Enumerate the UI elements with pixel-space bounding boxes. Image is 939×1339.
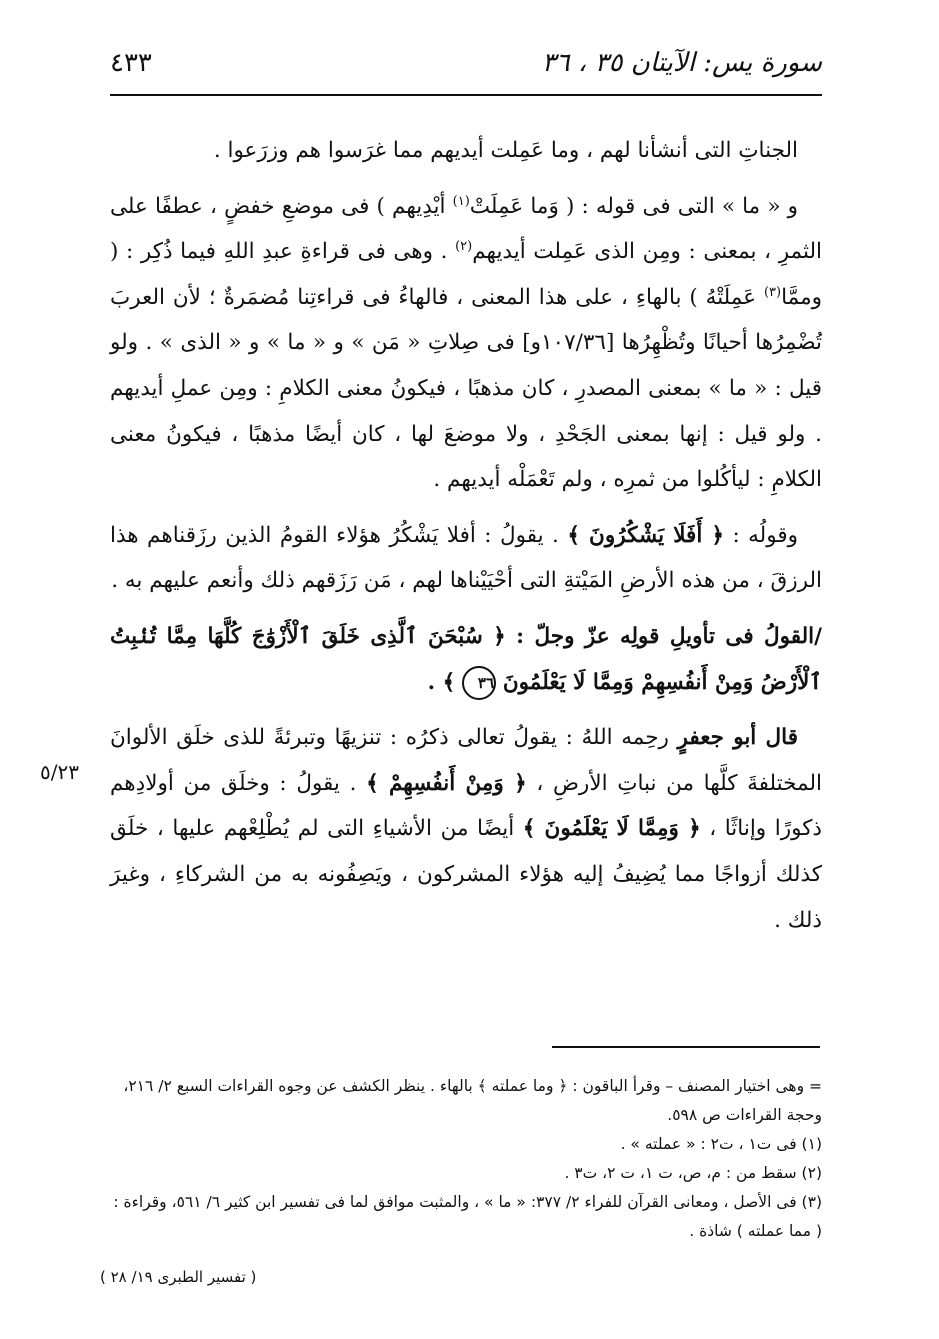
footnote-2: (٢) سقط من : م، ص، ت ١، ت ٢، ت٣ . bbox=[564, 1164, 822, 1182]
margin-reference: ٥/٢٣ bbox=[40, 760, 79, 784]
section-heading bbox=[110, 614, 822, 705]
footnote-3: (٣) فى الأصل ، ومعانى القرآن للفراء ٢/ ٣٧٧: « ما » ، والمثبت موافق لما فى تفسير ابن كثير ٦/ ٥٦١، وقراءة : ( مما عملته ) شاذة . bbox=[113, 1193, 822, 1240]
footnote-rule bbox=[552, 1046, 820, 1048]
page-number: ٤٣٣ bbox=[110, 48, 152, 78]
footnote-1: (١) فى ت١ ، ت٢ : « عملته » . bbox=[620, 1135, 822, 1153]
header-rule bbox=[110, 94, 822, 96]
quran-quote: ﴿ وَمِنْ أَنفُسِهِمْ ﴾ bbox=[366, 770, 527, 796]
paragraph-5-text-a: رحِمه اللهُ : يقولُ تعالى ذكرُه : تنزيهًا وتبرئةً للذى خلَق الألوانَ المختلفةَ كلَّها من نباتِ الأرضِ ، bbox=[110, 725, 822, 796]
running-title: سورة يس: الآيتان ٣٥ ، ٣٦ bbox=[541, 48, 822, 78]
paragraph-3 bbox=[110, 513, 822, 604]
paragraph-5-text-c: أيضًا من الأشياءِ التى لم يُطْلِعْهم عليها ، خلَق كذلك أزواجًا مما يُضِيفُ إليه هؤلاء المشركون ، ويَصِفُونه به من الشركاءِ ، وغيرَ ذلك . bbox=[110, 816, 822, 933]
paragraph-3-text-a: وقولُه : bbox=[724, 522, 798, 548]
footnote-ref-2: (٢) bbox=[455, 239, 473, 255]
paragraph-2-text-d: عَمِلَتْهُ ) بالهاءِ ، على هذا المعنى ، فالهاءُ فى قراءتِنا مُضمَرةٌ ؛ لأن العربَ تُضْمِرُها أحيانًا وتُظْهِرُها [١٠٧/٣٦و] فى صِلاتِ « مَن » و « ما » و « الذى » . ولو قيل : « ما » بمعنى المصدرِ ، كان مذهبًا ، فيكونُ معنى الكلامِ : ومِن عملِ أيديهم . ولو قيل : إنها بمعنى الجَحْدِ ، ولا موضعَ لها ، كان أيضًا مذهبًا ، فيكونُ معنى الكلامِ : ليأكُلوا من ثمرِه ، ولم تَعْمَلْه أيديهم . bbox=[110, 284, 822, 493]
paragraph-2-text-b: أيْدِيهم ) فى موضعِ خفضٍ ، عطفًا على الثمرِ ، بمعنى : ومِن الذى عَمِلت أيديهم bbox=[110, 193, 822, 265]
quran-quote: ﴿ وَمِمَّا لَا يَعْلَمُونَ ﴾ bbox=[522, 816, 701, 842]
paragraph-5 bbox=[110, 715, 822, 943]
main-text bbox=[110, 128, 822, 943]
verse-number-badge: ٣٦ bbox=[462, 666, 496, 700]
section-heading-lead: /القولُ فى تأويلِ قولِه عزّ وجلّ : bbox=[505, 623, 822, 649]
author-attribution: قال أبو جعفرٍ bbox=[677, 725, 799, 751]
paragraph-1-text: الجناتِ التى أنشأنا لهم ، وما عَمِلت أيديهم مما غرَسوا هم وزرَعوا . bbox=[213, 138, 798, 163]
quran-verse-end: ﴾ . bbox=[427, 669, 456, 695]
footnotes bbox=[110, 1072, 822, 1246]
paragraph-2-text-a: و « ما » التى فى قوله : ( وَما عَمِلَتْ bbox=[469, 193, 799, 219]
paragraph-2-text-c: . وهى فى قراءةِ عبدِ اللهِ فيما ذُكِر : ( وممَّا bbox=[110, 239, 822, 310]
footnote-continuation: = وهى اختيار المصنف – وقرأ الباقون : ﴿ وما عملته ﴾ بالهاء . ينظر الكشف عن وجوه القراءات السبع ٢/ ٢١٦، وحجة القراءات ص ٥٩٨. bbox=[123, 1077, 822, 1124]
footnote-ref-3: (٣) bbox=[763, 284, 782, 300]
paragraph-1 bbox=[110, 128, 822, 174]
paragraph-2 bbox=[110, 184, 822, 503]
quran-verse: ﴿ سُبْحَنَ ٱلَّذِى خَلَقَ ٱلْأَزْوَٰجَ كُلَّهَا مِمَّا تُنۢبِتُ ٱلْأَرْضُ وَمِنْ أَنفُسِهِمْ وَمِمَّا لَا يَعْلَمُونَ bbox=[110, 623, 822, 695]
quran-quote: ﴿ أَفَلَا يَشْكُرُونَ ﴾ bbox=[567, 522, 724, 548]
volume-footer: ( تفسير الطبرى ١٩/ ٢٨ ) bbox=[100, 1268, 257, 1286]
paragraph-5-text-b: . يقولُ : وخلَق من أولادِهم ذكورًا وإناثًا ، bbox=[110, 770, 823, 842]
footnote-ref-1: (١) bbox=[452, 193, 470, 209]
paragraph-3-text-b: . يقولُ : أفلا يَشْكُرُ هؤلاء القومُ الذين رزَقناهم هذا الرزقَ ، من هذه الأرضِ المَيْتةِ التى أحْيَيْناها لهم ، مَن رَزَقهم ذلك وأنعم عليهم به . bbox=[110, 522, 822, 594]
running-header bbox=[110, 42, 822, 90]
